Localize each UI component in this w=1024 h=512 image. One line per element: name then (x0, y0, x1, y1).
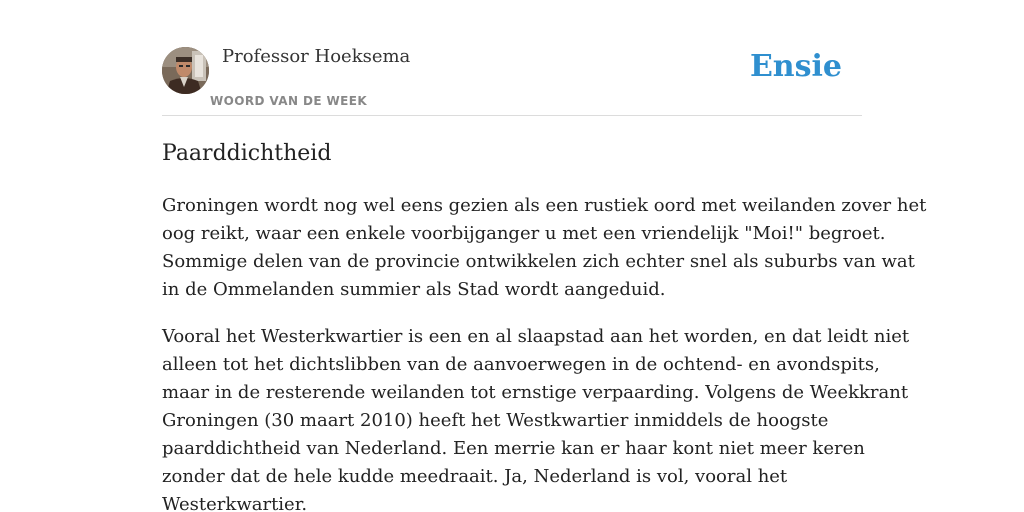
paragraph-line: oog reikt, waar een enkele voorbijganger u met een vriendelijk "Moi!" begroet. (162, 223, 886, 244)
paragraph-line: in de Ommelanden summier als Stad wordt aangeduid. (162, 279, 666, 300)
article-header (162, 0, 862, 116)
brand-logo[interactable]: Ensie (749, 49, 842, 84)
author-avatar[interactable] (162, 47, 209, 94)
article-paragraph (162, 323, 910, 512)
paragraph-line: Groningen (30 maart 2010) heeft het Westkwartier inmiddels de hoogste (162, 410, 829, 431)
author-name[interactable]: Professor Hoeksema (222, 46, 411, 67)
paragraph-line: Sommige delen van de provincie ontwikkelen zich echter snel als suburbs van wat (162, 251, 915, 272)
paragraph-line: maar in de resterende weilanden tot ernstige verpaarding. Volgens de Weekkrant (162, 382, 909, 403)
paragraph-line: alleen tot het dichtslibben van de aanvoerwegen in de ochtend- en avondspits, (162, 354, 880, 375)
paragraph-line: paarddichtheid van Nederland. Een merrie kan er haar kont niet meer keren (162, 438, 865, 459)
paragraph-line: Vooral het Westerkwartier is een en al slaapstad aan het worden, en dat leidt niet (162, 326, 910, 347)
category-label: WOORD VAN DE WEEK (210, 94, 368, 108)
article-paragraph (162, 192, 927, 304)
paragraph-line: Groningen wordt nog wel eens gezien als een rustiek oord met weilanden zover het (162, 195, 927, 216)
article (162, 0, 927, 512)
avatar-photo (162, 47, 209, 94)
paragraph-line: zonder dat de hele kudde meedraait. Ja, Nederland is vol, vooral het (162, 466, 788, 487)
article-title: Paarddichtheid (162, 141, 332, 166)
paragraph-line: Westerkwartier. (162, 494, 308, 512)
